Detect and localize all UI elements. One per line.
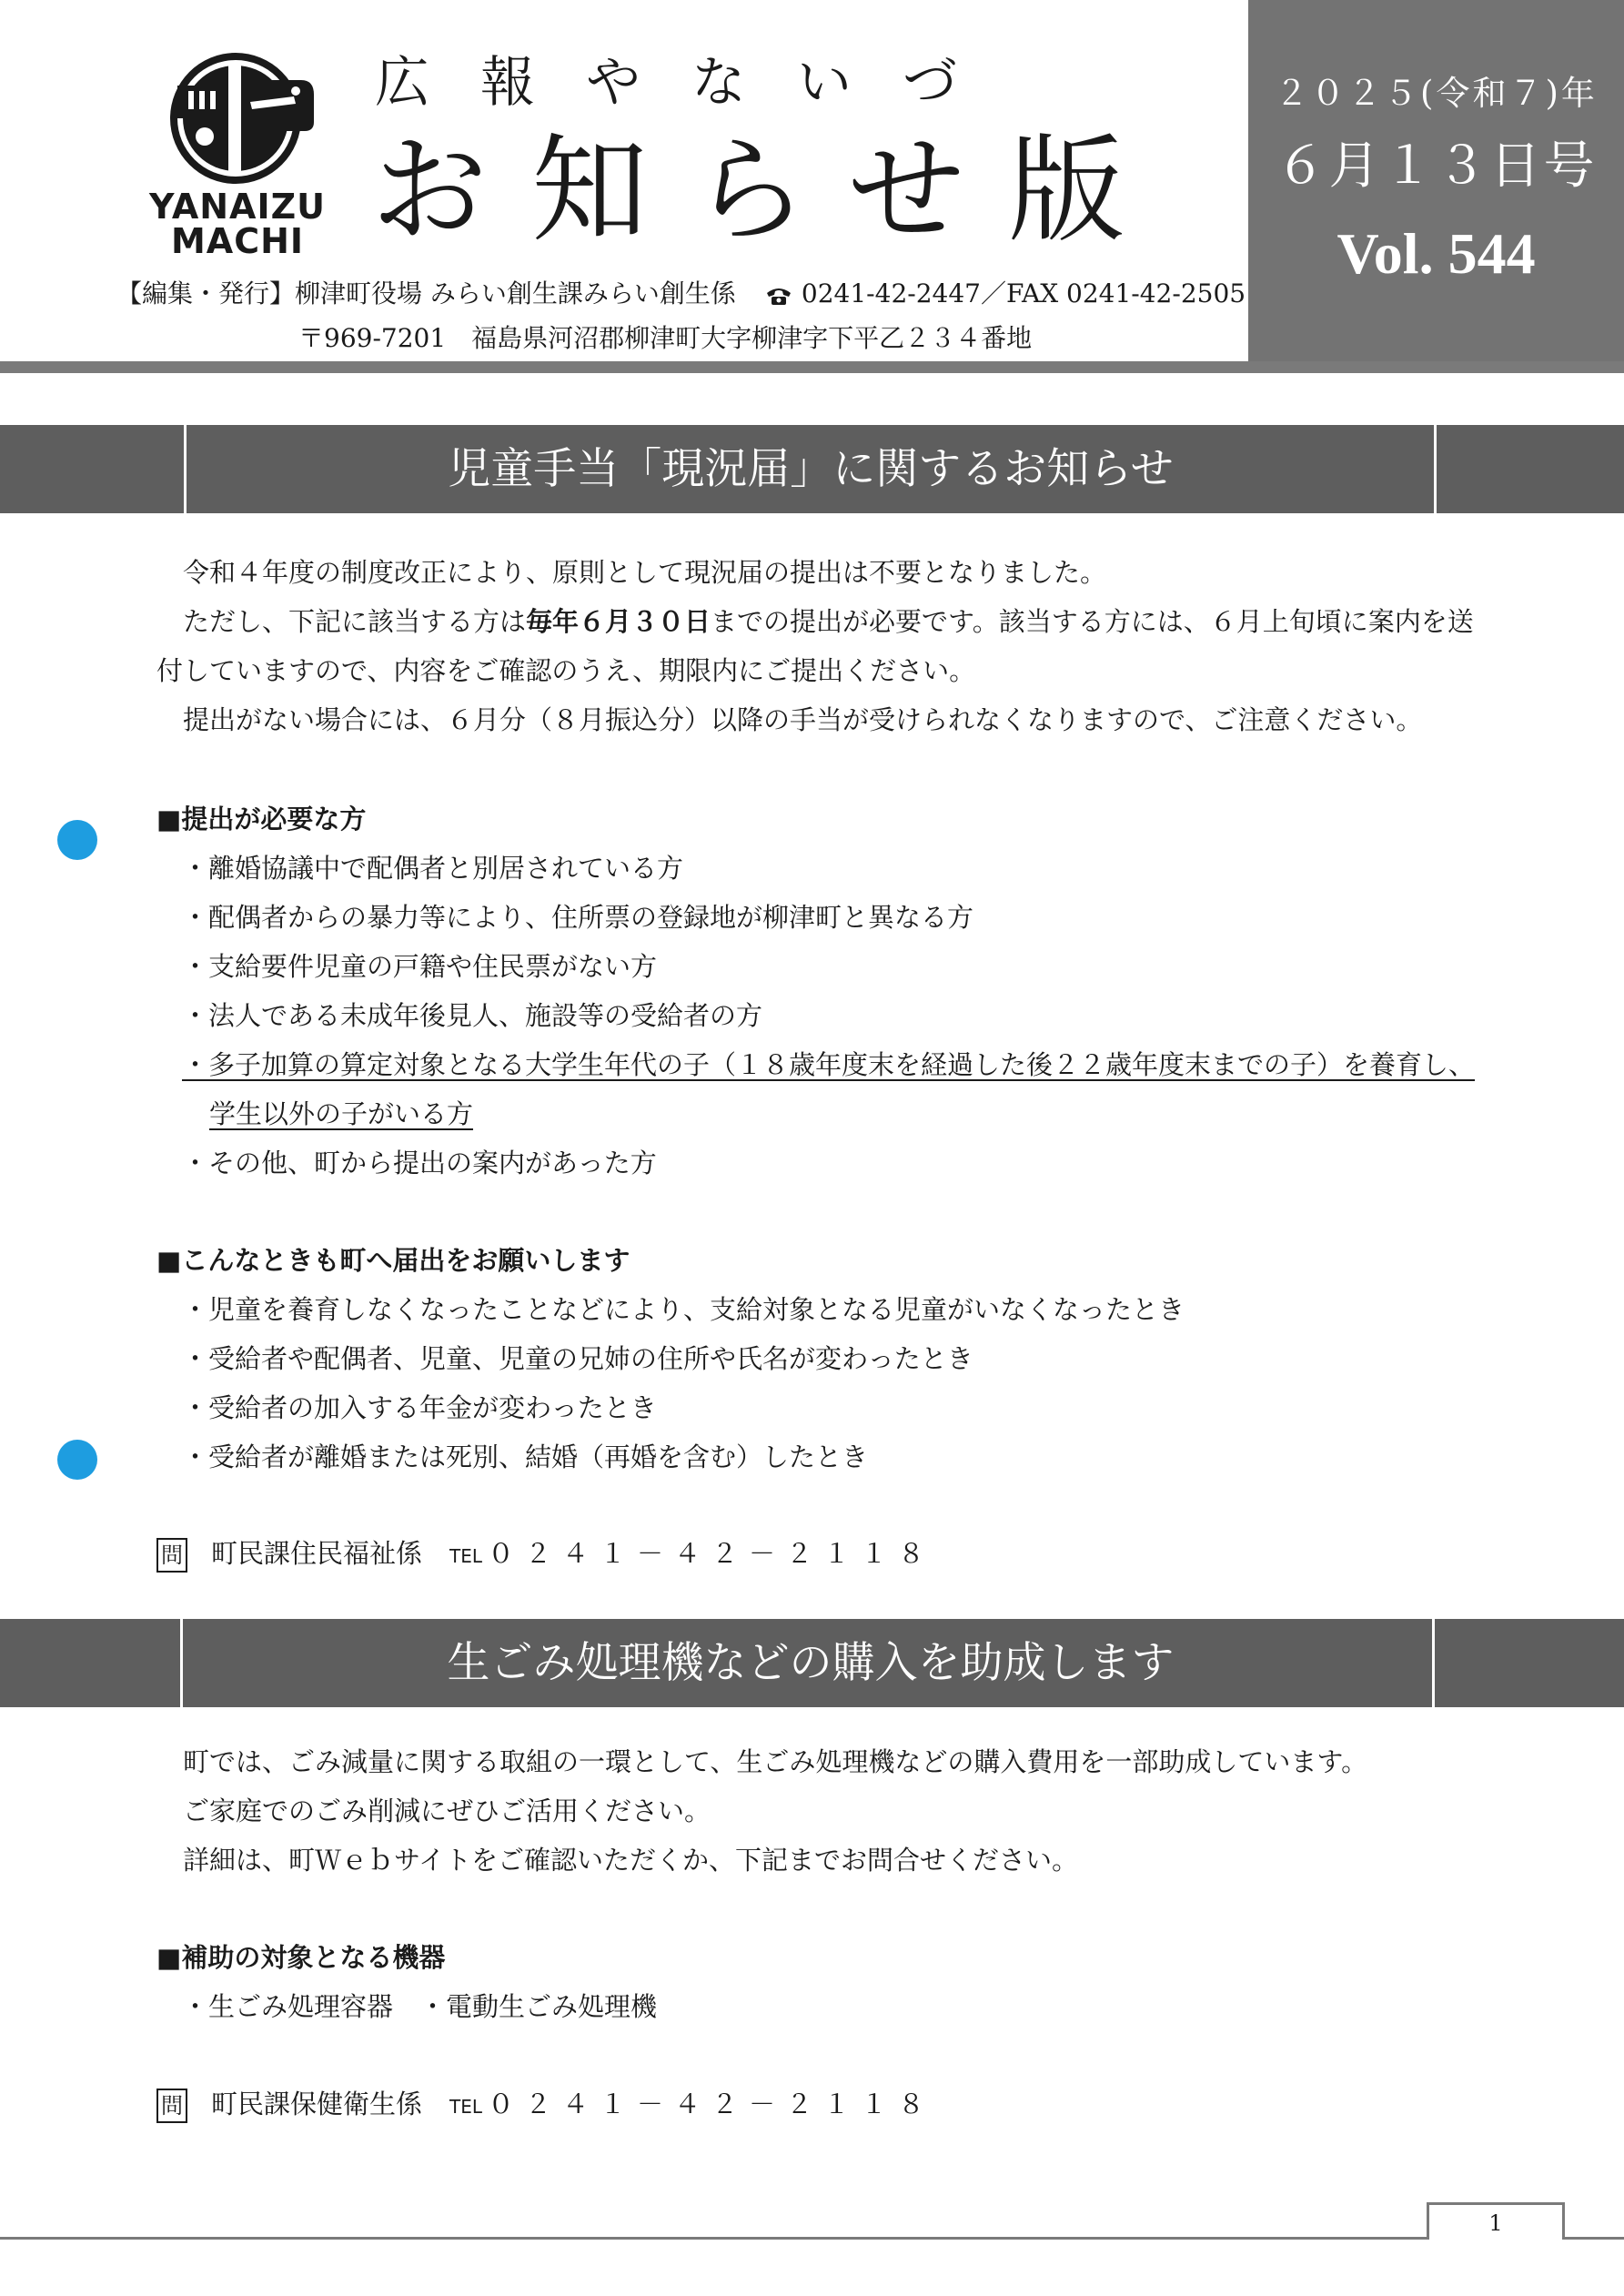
issue-box	[1248, 0, 1624, 361]
issue-date: ６月１３日号	[1275, 137, 1598, 196]
section1-intro-2	[156, 597, 1476, 646]
tel-label: TEL	[449, 2096, 483, 2118]
required-item: ・配偶者からの暴力等により、住所票の登録地が柳津町と異なる方	[182, 902, 974, 933]
logo-text-yanaizu: YANAIZU	[148, 187, 327, 227]
notify-item: ・受給者の加入する年金が変わったとき	[182, 1392, 657, 1423]
masthead-subtitle: お知らせ版	[371, 123, 1169, 258]
town-logo	[141, 44, 334, 261]
section1-banner	[0, 425, 1624, 513]
section1-title: 児童手当「現況届」に関するお知らせ	[448, 444, 1174, 494]
section1-intro-3	[156, 695, 1476, 744]
footer-divider	[0, 2237, 1624, 2240]
section2-banner	[0, 1619, 1624, 1707]
required-item: ・支給要件児童の戸籍や住民票がない方	[182, 951, 658, 982]
masthead-title: 広報やないづ	[375, 51, 1008, 115]
required-item: ・法人である未成年後見人、施設等の受給者の方	[182, 1000, 763, 1031]
section2-title: 生ごみ処理機などの購入を助成します	[447, 1638, 1175, 1688]
body-text: 町では、ごみ減量に関する取組の一環として、生ごみ処理機などの購入費用を一部助成しています。	[183, 1746, 1368, 1777]
telephone-icon	[765, 286, 792, 306]
banner-divider	[180, 1619, 183, 1707]
notify-item: ・受給者が離婚または死別、結婚（再婚を含む）したとき	[182, 1441, 869, 1472]
deadline-emphasis: 毎年６月３０日	[526, 606, 711, 637]
notify-item: ・児童を養育しなくなったことなどにより、支給対象となる児童がいなくなったとき	[182, 1294, 1185, 1325]
required-item: ・その他、町から提出の案内があった方	[182, 1148, 657, 1178]
required-item-multichild-cont: 学生以外の子がいる方	[209, 1098, 474, 1129]
issue-year: ２０２５(令和７)年	[1275, 74, 1598, 113]
inquiry-phone: ０２４１－４２－２１１８	[488, 1538, 936, 1569]
publisher-name: 【編集・発行】柳津町役場 みらい創生課みらい創生係	[116, 278, 736, 308]
inquiry-mark-icon: 問	[156, 1538, 187, 1573]
body-text: ご家庭でのごみ削減にぜひご活用ください。	[183, 1795, 711, 1826]
logo-text-machi: MACHI	[170, 221, 305, 261]
page-number: 1	[1427, 2202, 1565, 2240]
required-item-multichild: ・多子加算の算定対象となる大学生年代の子（１８歳年度末を経過した後２２歳年度末までの子）を養育し、	[182, 1049, 1476, 1080]
section1-intro-2-cont: 付していますので、内容をご確認のうえ、期限内にご提出ください。	[156, 655, 976, 686]
publisher-address: 〒969-7201 福島県河沼郡柳津町大字柳津字下平乙２３４番地	[298, 323, 1033, 353]
header-divider	[0, 361, 1624, 373]
devices-heading: ■補助の対象となる機器	[156, 1942, 446, 1973]
inquiry-mark-icon: 問	[156, 2089, 187, 2123]
publisher-phone-fax: 0241-42-2447／FAX 0241-42-2505	[801, 278, 1246, 308]
notify-item: ・受給者や配偶者、児童、児童の兄姉の住所や氏名が変わったとき	[182, 1343, 973, 1374]
margin-marker-dot	[57, 1440, 97, 1480]
intro-text: 令和４年度の制度改正により、原則として現況届の提出は不要となりました。	[183, 557, 1107, 588]
devices-item: ・生ごみ処理容器 ・電動生ごみ処理機	[182, 1991, 658, 2022]
inquiry-phone: ０２４１－４２－２１１８	[488, 2089, 936, 2119]
section2-para-2	[156, 1786, 1476, 1836]
section1-inquiry	[156, 1529, 935, 1581]
required-item: ・離婚協議中で配偶者と別居されている方	[182, 853, 684, 884]
intro-text: までの提出が必要です。該当する方には、６月上旬頃に案内を送	[711, 606, 1474, 637]
logo-mascot-icon	[141, 44, 334, 189]
required-heading: ■提出が必要な方	[156, 804, 367, 834]
body-text: 詳細は、町Ｗｅｂサイトをご確認いただくか、下記までお問合せください。	[183, 1845, 1078, 1876]
section2-para-3	[156, 1836, 1476, 1885]
inquiry-department: 町民課住民福祉係	[211, 1538, 423, 1569]
section2-para-1	[156, 1737, 1476, 1786]
section2-inquiry	[156, 2079, 935, 2131]
tel-label: TEL	[449, 1545, 483, 1567]
margin-marker-dot	[57, 820, 97, 860]
intro-text: ただし、下記に該当する方は	[183, 606, 527, 637]
intro-text: 提出がない場合には、６月分（８月振込分）以降の手当が受けられなくなりますので、ご注意ください。	[183, 704, 1423, 735]
issue-volume: Vol. 544	[1337, 221, 1536, 286]
publisher-line	[116, 278, 1246, 309]
notify-heading: ■こんなときも町へ届出をお願いします	[156, 1245, 630, 1276]
section1-intro-1	[156, 548, 1476, 597]
inquiry-department: 町民課保健衛生係	[211, 2089, 423, 2119]
